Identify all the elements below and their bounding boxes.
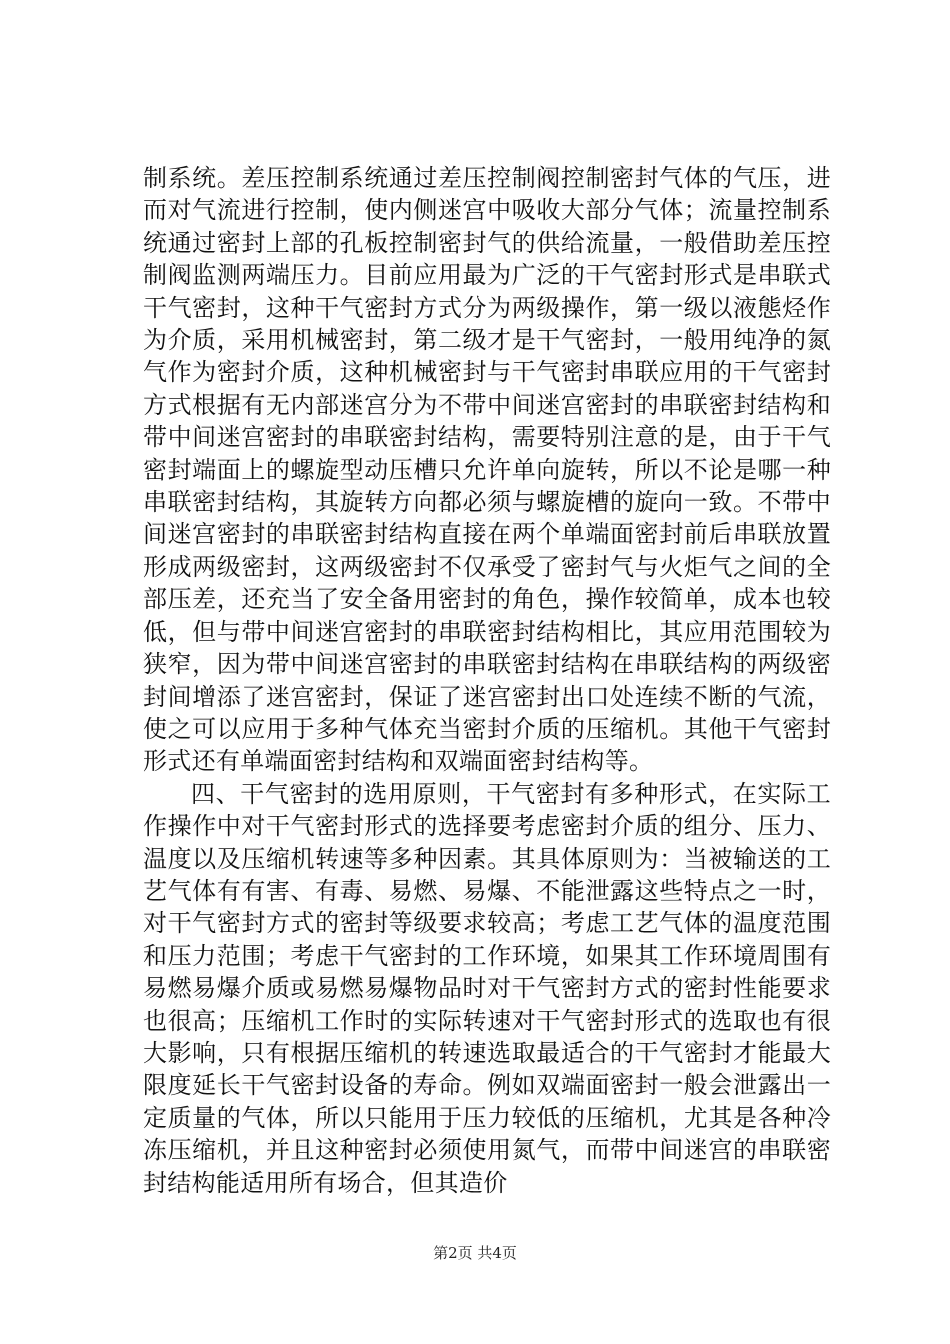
paragraph-selection-principles: 四、干气密封的选用原则，干气密封有多种形式，在实际工作操作中对干气密封形式的选择要考虑密封介质的组分、压力、温度以及压缩机转速等多种因素。其具体原则为：当被输送的工艺气体有有害、有毒、易燃、易爆、不能泄露这些特点之一时，对干气密封方式的密封等级要求较高；考虑工艺气体的温度范围和压力范围；考虑干气密封的工作环境，如果其工作环境周围有易燃易爆介质或易燃易爆物品时对干气密封方式的密封性能要求也很高；压缩机工作时的实际转速对干气密封形式的选取也有很大影响，只有根据压缩机的转速选取最适合的干气密封才能最大限度延长干气密封设备的寿命。例如双端面密封一般会泄露出一定质量的气体，所以只能用于压力较低的压缩机，尤其是各种冷冻压缩机，并且这种密封必须使用氮气，而带中间迷宫的串联密封结构能适用所有场合，但其造价 [143, 779, 831, 1197]
document-body [143, 162, 831, 1199]
paragraph-continuation: 制系统。差压控制系统通过差压控制阀控制密封气体的气压，进而对气流进行控制，使内侧迷宫中吸收大部分气体；流量控制系统通过密封上部的孔板控制密封气的供给流量，一般借助差压控制阀监测两端压力。目前应用最为广泛的干气密封形式是串联式干气密封，这种干气密封方式分为两级操作，第一级以液態烃作为介质，采用机械密封，第二级才是干气密封，一般用纯净的氮气作为密封介质，这种机械密封与干气密封串联应用的干气密封方式根据有无内部迷宫分为不带中间迷宫密封的串联密封结构和带中间迷宫密封的串联密封结构，需要特别注意的是，由于干气密封端面上的螺旋型动压槽只允许单向旋转，所以不论是哪一种串联密封结构，其旋转方向都必须与螺旋槽的旋向一致。不带中间迷宫密封的串联密封结构直接在两个单端面密封前后串联放置形成两级密封，这两级密封不仅承受了密封气与火炬气之间的全部压差，还充当了安全备用密封的角色，操作较简单，成本也较低，但与带中间迷宫密封的串联密封结构相比，其应用范围较为狭窄，因为带中间迷宫密封的串联密封结构在串联结构的两级密封间增添了迷宫密封，保证了迷宫密封出口处连续不断的气流，使之可以应用于多种气体充当密封介质的压缩机。其他干气密封形式还有单端面密封结构和双端面密封结构等。 [143, 164, 831, 776]
page-footer: 第2页 共4页 [433, 1244, 517, 1262]
